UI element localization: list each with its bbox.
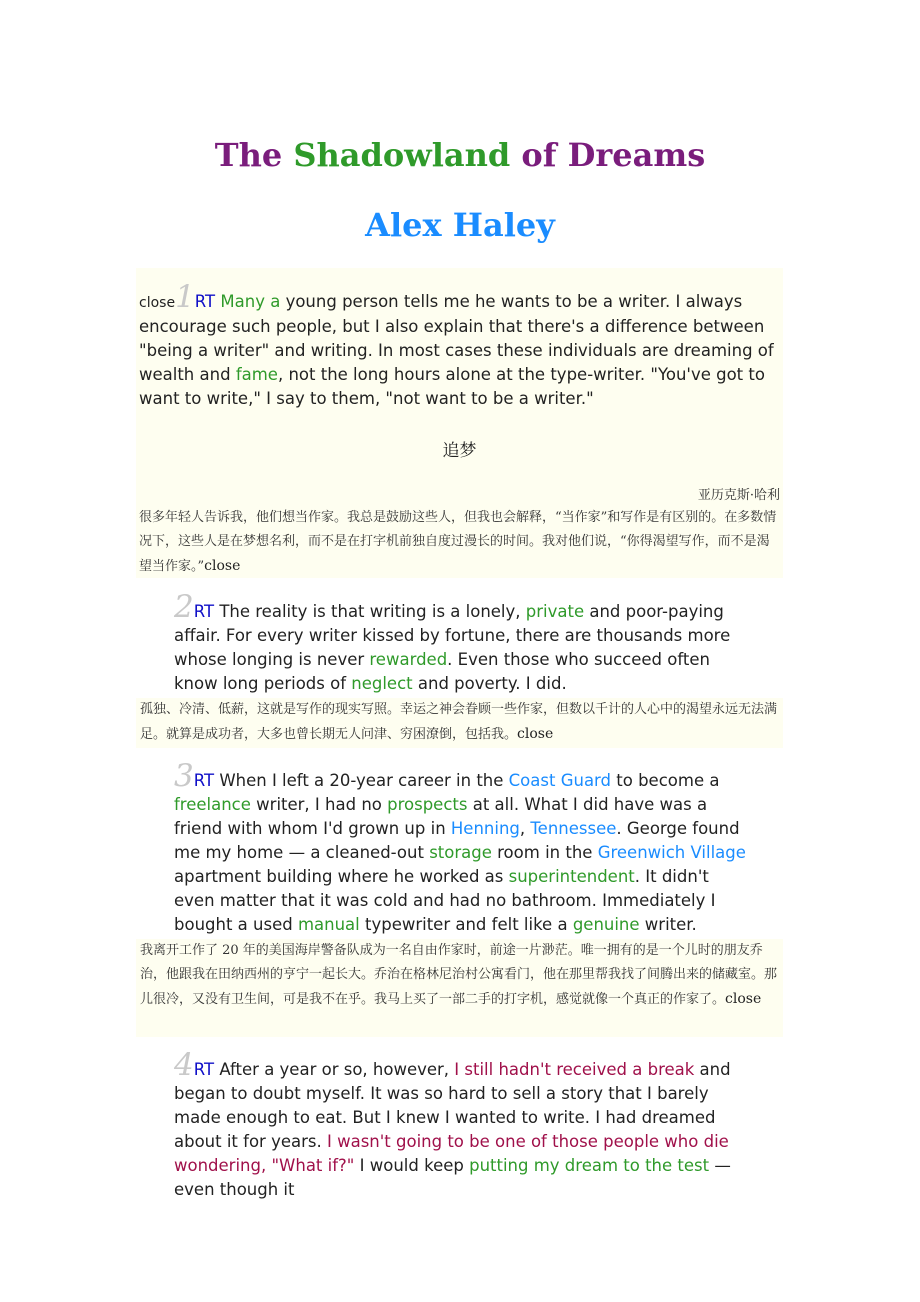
text: ,: [519, 819, 531, 838]
close-link[interactable]: close: [204, 558, 241, 574]
text: writer, I had no: [250, 795, 388, 814]
rt-link[interactable]: RT: [193, 1060, 215, 1079]
rt-link[interactable]: RT: [193, 602, 215, 621]
text: After a year or so, however,: [214, 1060, 455, 1079]
title-word-the: The: [214, 136, 283, 174]
text: . It didn't even matter that it was cold and had no bathroom. Immediately I bought a used: [174, 867, 716, 934]
text: . Even those who succeed often know long periods of: [174, 650, 710, 693]
vocab-link[interactable]: fame: [235, 365, 278, 384]
paragraph-4-english: [174, 1047, 754, 1202]
paragraph-1-chinese: [139, 506, 781, 579]
paragraph-3-chinese: [136, 939, 783, 1012]
chinese-title: 追梦: [442, 441, 477, 461]
text: and poor-paying affair. For every writer kissed by fortune, there are thousands more whose longing is never: [174, 602, 731, 669]
vocab-link[interactable]: genuine: [572, 915, 640, 934]
text: to become a: [611, 771, 720, 790]
place-link[interactable]: Henning: [450, 819, 520, 838]
text: , not the long hours alone at the type-writer. "You've got to want to write," I say to them, "not want to be a writer.": [139, 365, 765, 408]
paragraph-number: 2: [174, 589, 194, 625]
text: writer.: [639, 915, 697, 934]
text: room in the: [491, 843, 598, 862]
text: typewriter and felt like a: [359, 915, 573, 934]
rt-link[interactable]: RT: [193, 771, 215, 790]
author-name: Alex Haley: [365, 206, 555, 244]
chinese-text: 孤独、冷清、低薪，这就是写作的现实写照。幸运之神会眷顾一些作家，但数以千计的人心中的渴望永远无法满足。就算是成功者，大多也曾长期无人问津、穷困潦倒，包括我。: [140, 702, 778, 742]
close-link[interactable]: close: [517, 726, 554, 742]
text: and poverty. I did.: [412, 674, 567, 693]
chinese-text: 很多年轻人告诉我，他们想当作家。我总是鼓励这些人，但我也会解释，“当作家”和写作是有区别的。在多数情况下，这些人是在梦想名利，而不是在打字机前独自度过漫长的时间。我对他们说，“你得渴望写作，而不是渴望当作家。”: [139, 510, 777, 574]
text: . George found me my home — a cleaned-out: [174, 819, 740, 862]
text: — even though it: [174, 1156, 731, 1199]
phrase-link[interactable]: I wasn't going to be one of those people who die wondering, "What if?": [174, 1132, 729, 1175]
paragraph-1-english: [139, 279, 779, 411]
vocab-link[interactable]: Many a: [220, 292, 281, 311]
text: and began to doubt myself. It was so hard to sell a story that I barely made enough to eat. But I knew I wanted to write. I had dreamed about it for years.: [174, 1060, 731, 1151]
close-link[interactable]: close: [139, 295, 176, 311]
vocab-link[interactable]: manual: [297, 915, 360, 934]
place-link[interactable]: Tennessee: [530, 819, 617, 838]
phrase-link[interactable]: I still hadn't received a break: [454, 1060, 695, 1079]
page-title: [0, 130, 920, 180]
vocab-link[interactable]: rewarded: [369, 650, 448, 669]
vocab-link[interactable]: storage: [429, 843, 492, 862]
title-word-of-dreams: of Dreams: [521, 136, 706, 174]
paragraph-number: 4: [174, 1047, 194, 1083]
paragraph-3-english: [174, 758, 754, 937]
text: at all. What I did have was a friend with whom I'd grown up in: [174, 795, 708, 838]
text: The reality is that writing is a lonely,: [214, 602, 526, 621]
paragraph-2-chinese-block: [136, 698, 783, 748]
text: I would keep: [354, 1156, 470, 1175]
paragraph-2-english: [174, 589, 754, 696]
paragraph-number: 1: [175, 279, 195, 315]
chinese-author: 亚历克斯·哈利: [697, 488, 780, 503]
vocab-link[interactable]: superintendent: [508, 867, 635, 886]
vocab-link[interactable]: neglect: [351, 674, 413, 693]
vocab-link[interactable]: freelance: [174, 795, 251, 814]
place-link[interactable]: Greenwich Village: [597, 843, 746, 862]
text: apartment building where he worked as: [174, 867, 509, 886]
close-link[interactable]: close: [725, 991, 762, 1007]
phrase-link[interactable]: putting my dream to the test: [469, 1156, 710, 1175]
rt-link[interactable]: RT: [194, 292, 216, 311]
vocab-link[interactable]: prospects: [387, 795, 468, 814]
paragraph-3-chinese-block: [136, 939, 783, 1037]
place-link[interactable]: Coast Guard: [508, 771, 612, 790]
text: When I left a 20-year career in the: [214, 771, 509, 790]
vocab-link[interactable]: private: [525, 602, 585, 621]
title-word-shadowland: Shadowland: [293, 136, 511, 174]
paragraph-number: 3: [174, 758, 194, 794]
text: young person tells me he wants to be a writer. I always encourage such people, but I also explain that there's a difference between "being a writer" and writing. In most cases these individuals are dreaming of wealth and: [139, 292, 774, 384]
paragraph-2-chinese: [136, 698, 783, 747]
chinese-text: 我离开工作了 20 年的美国海岸警备队成为一名自由作家时，前途一片渺茫。唯一拥有的是一个儿时的朋友乔治，他跟我在田纳西州的亨宁一起长大。乔治在格林尼治村公寓看门，他在那里帮我找了间腾出来的储藏室。那儿很冷，又没有卫生间，可是我不在乎。我马上买了一部二手的打字机，感觉就像一个真正的作家了。: [140, 943, 778, 1007]
